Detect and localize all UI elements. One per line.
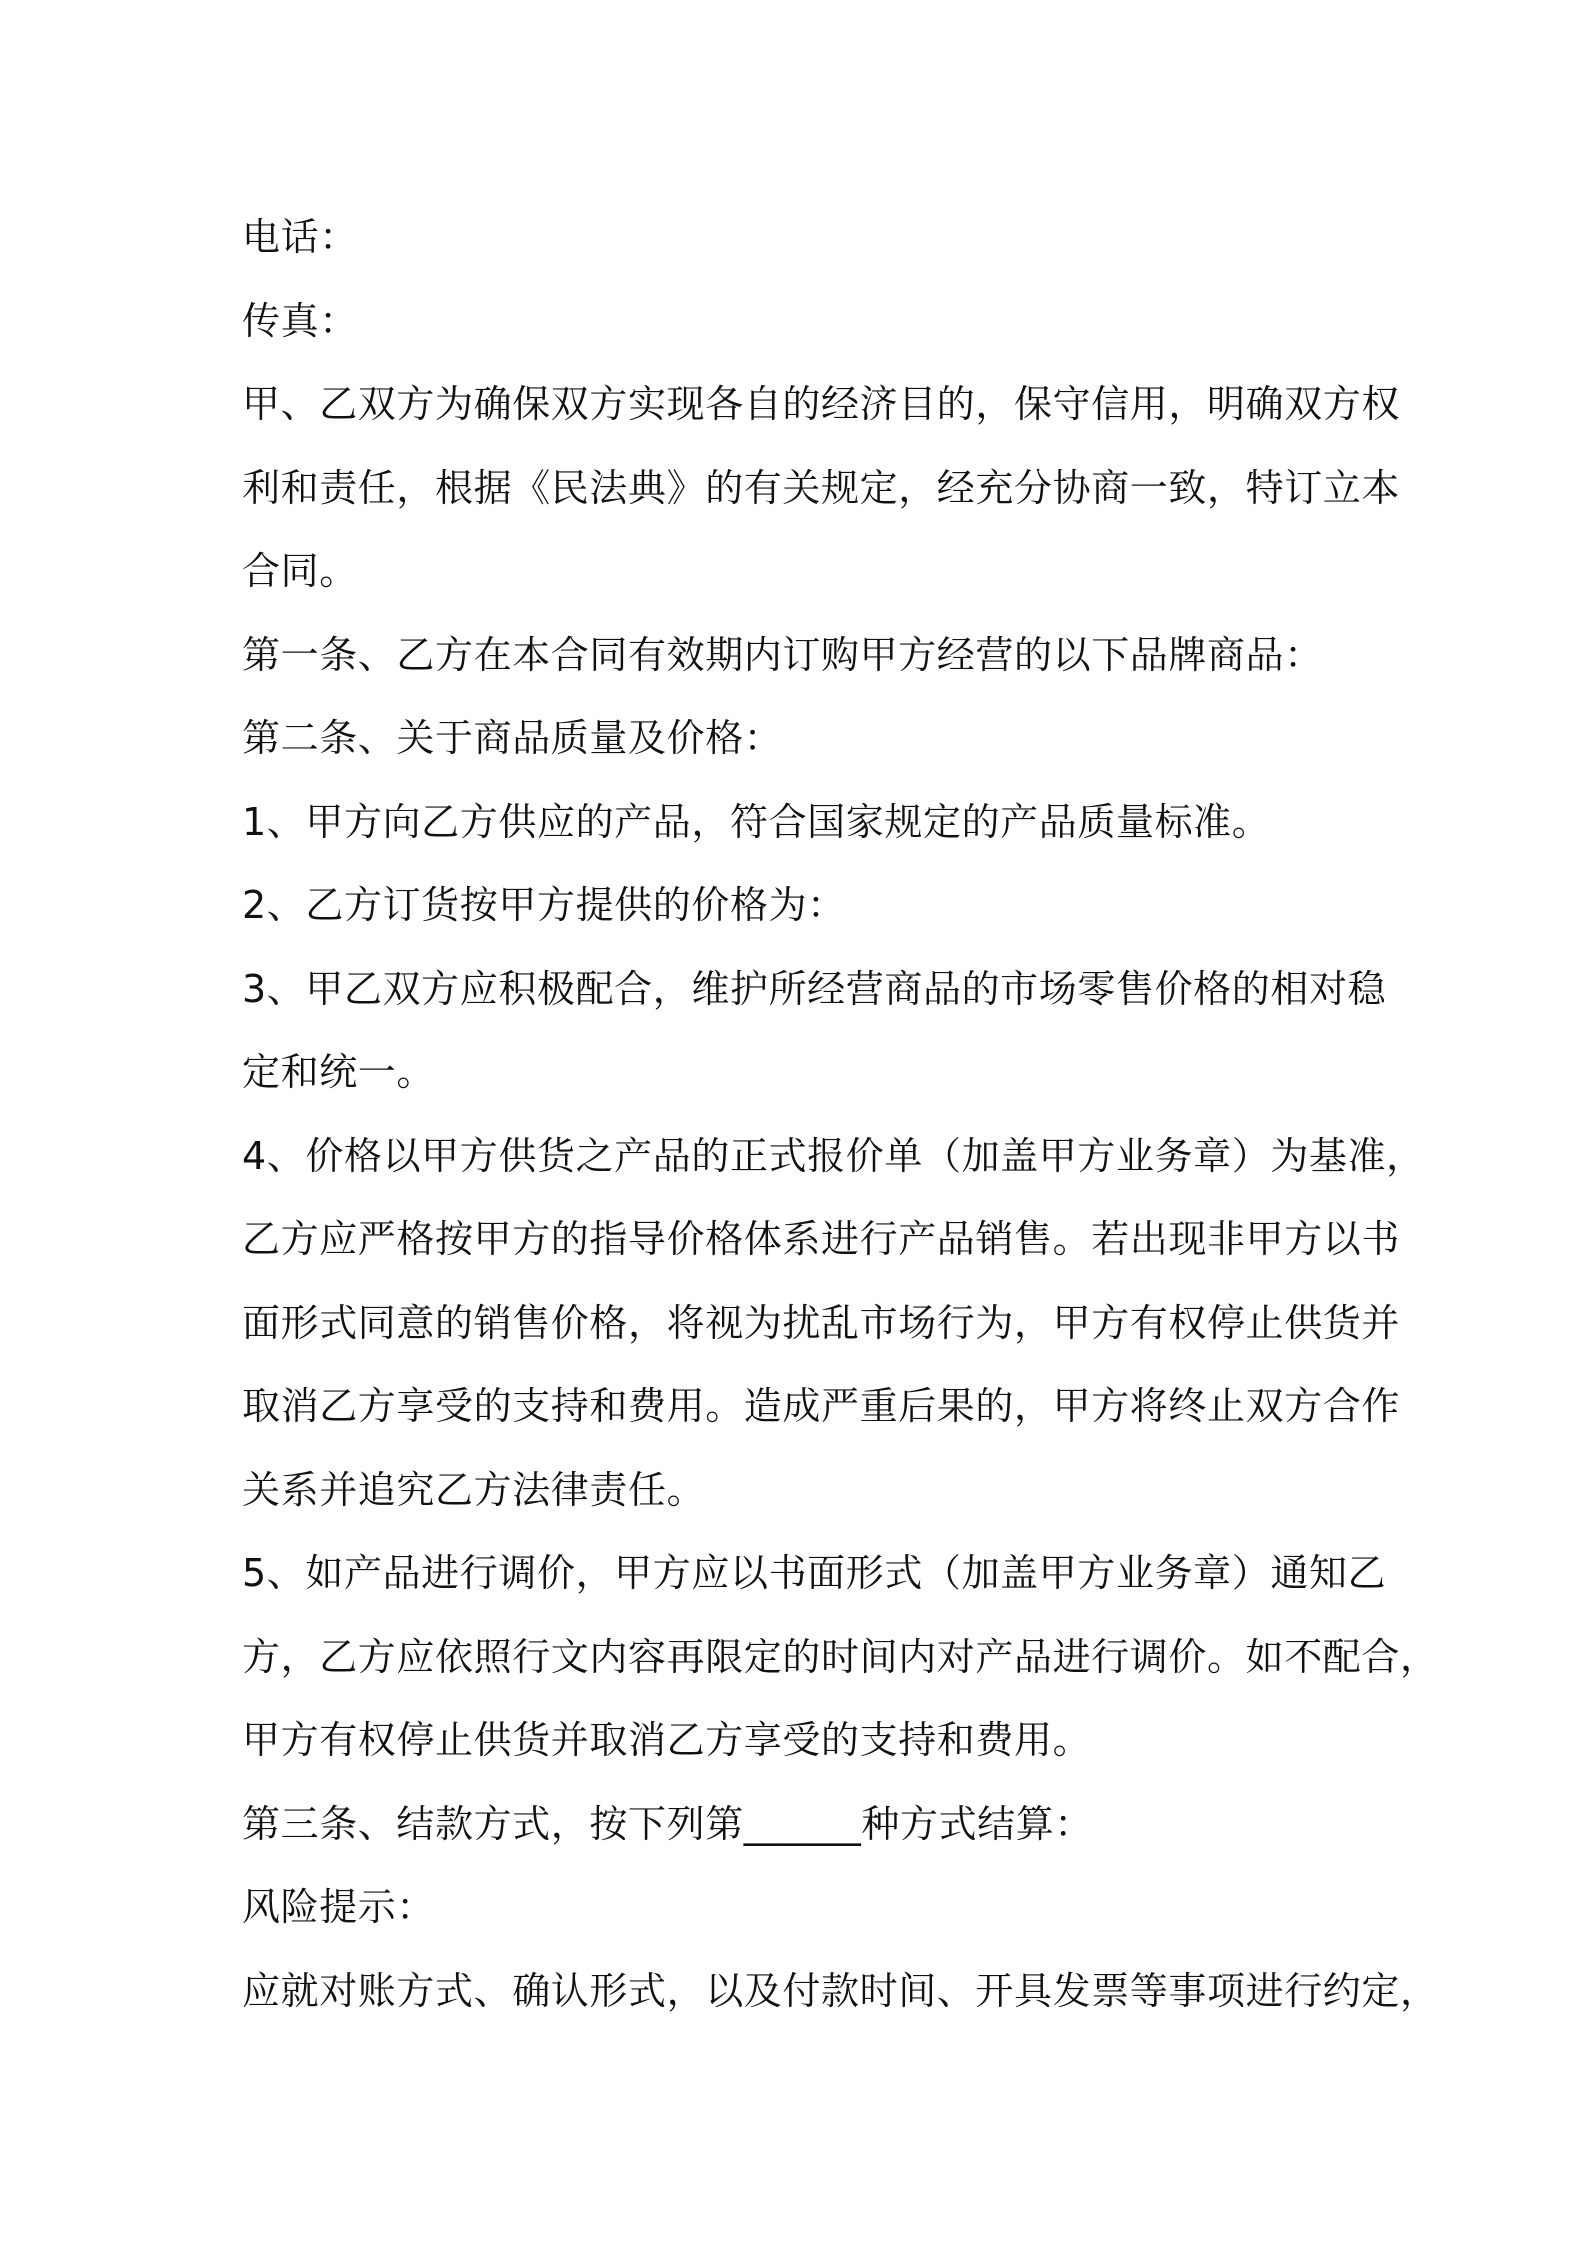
article-3-heading: 第三条、结款方式，按下列第______种方式结算： <box>242 1801 1094 1846</box>
clause-5-line-1: 5、如产品进行调价，甲方应以书面形式（加盖甲方业务章）通知乙 <box>242 1551 1387 1595</box>
preamble-line-2: 利和责任，根据《民法典》的有关规定，经充分协商一致，特订立本 <box>242 465 1401 510</box>
risk-notice-label: 风险提示： <box>242 1885 436 1929</box>
phone-label: 电话： <box>242 215 358 259</box>
preamble-line-1: 甲、乙双方为确保双方实现各自的经济目的，保守信用，明确双方权 <box>242 382 1401 426</box>
clause-3-line-2: 定和统一。 <box>242 1050 436 1094</box>
clause-3-line-1: 3、甲乙双方应积极配合，维护所经营商品的市场零售价格的相对稳 <box>242 966 1387 1011</box>
clause-4-line-4: 取消乙方享受的支持和费用。造成严重后果的，甲方将终止双方合作 <box>242 1384 1401 1428</box>
clause-4-line-5: 关系并追究乙方法律责任。 <box>242 1467 706 1512</box>
clause-2: 2、乙方订货按甲方提供的价格为： <box>242 883 846 927</box>
article-1: 第一条、乙方在本合同有效期内订购甲方经营的以下品牌商品： <box>242 632 1323 677</box>
clause-4-line-2: 乙方应严格按甲方的指导价格体系进行产品销售。若出现非甲方以书 <box>242 1217 1401 1261</box>
clause-1: 1、甲方向乙方供应的产品，符合国家规定的产品质量标准。 <box>242 799 1271 844</box>
preamble-line-3: 合同。 <box>242 549 358 593</box>
fax-label: 传真： <box>242 298 358 343</box>
clause-4-line-3: 面形式同意的销售价格，将视为扰乱市场行为，甲方有权停止供货并 <box>242 1300 1401 1345</box>
document-body <box>242 196 1439 2033</box>
risk-notice-text: 应就对账方式、确认形式，以及付款时间、开具发票等事项进行约定， <box>242 1968 1439 2013</box>
clause-5-line-3: 甲方有权停止供货并取消乙方享受的支持和费用。 <box>242 1718 1092 1762</box>
clause-4-line-1: 4、价格以甲方供货之产品的正式报价单（加盖甲方业务章）为基准， <box>242 1133 1425 1178</box>
clause-5-line-2: 方，乙方应依照行文内容再限定的时间内对产品进行调价。如不配合， <box>242 1634 1439 1679</box>
article-2-heading: 第二条、关于商品质量及价格： <box>242 716 783 760</box>
